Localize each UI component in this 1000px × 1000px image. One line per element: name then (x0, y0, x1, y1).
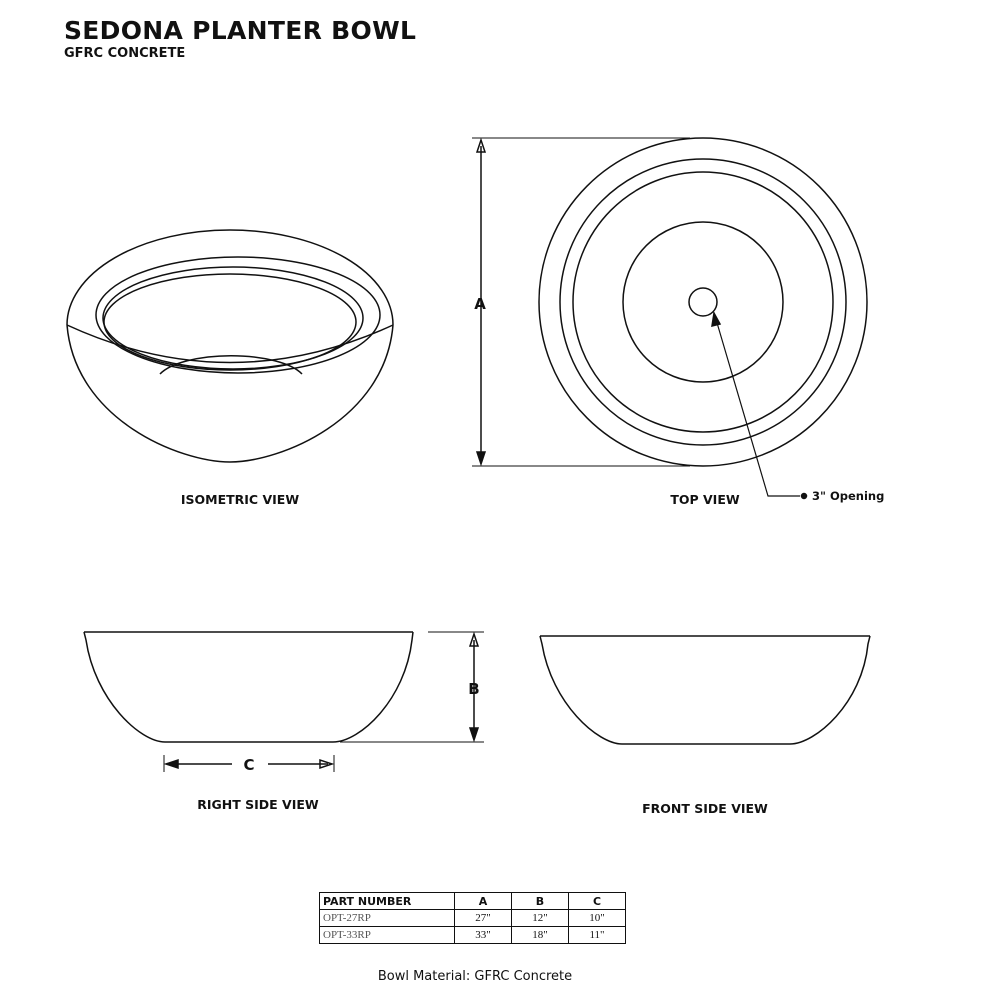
top-opening-circle (689, 288, 717, 316)
dim-a-label: A (474, 295, 486, 313)
label-right-side-view: RIGHT SIDE VIEW (197, 797, 319, 812)
dim-a-arrow-bottom (477, 452, 485, 464)
header-c: C (569, 893, 626, 910)
header-a: A (455, 893, 512, 910)
cell-a: 27" (455, 910, 512, 927)
dim-b-label: B (468, 680, 480, 698)
top-rim-circle (560, 159, 846, 445)
top-view (472, 138, 884, 507)
isometric-view (67, 230, 393, 507)
spec-table (319, 892, 626, 944)
page-subtitle: GFRC CONCRETE (64, 46, 186, 61)
cell-c: 11" (569, 927, 626, 944)
label-isometric-view: ISOMETRIC VIEW (180, 492, 300, 507)
page-title: SEDONA PLANTER BOWL (64, 16, 417, 45)
rsv-body (84, 632, 413, 742)
label-front-side-view: FRONT SIDE VIEW (642, 801, 768, 816)
dim-c-arrow-left (166, 760, 178, 768)
top-outer-circle (539, 138, 867, 466)
right-side-view (84, 632, 484, 812)
table-row (320, 927, 626, 944)
iso-outer-rim (67, 230, 393, 325)
cell-c: 10" (569, 910, 626, 927)
label-top-view: TOP VIEW (670, 492, 740, 507)
cell-part-number: OPT-27RP (320, 910, 455, 927)
top-bowl-circle (623, 222, 783, 382)
cell-b: 18" (512, 927, 569, 944)
cell-a: 33" (455, 927, 512, 944)
dim-c-label: C (243, 756, 255, 774)
iso-body (67, 325, 393, 462)
table-row (320, 910, 626, 927)
opening-leader-dot (802, 494, 807, 499)
top-lip-circle (573, 172, 833, 432)
fsv-body (540, 636, 870, 744)
header-b: B (512, 893, 569, 910)
cell-b: 12" (512, 910, 569, 927)
front-side-view (540, 636, 870, 816)
opening-leader-arrow (712, 313, 720, 326)
header-part-number: PART NUMBER (320, 893, 455, 910)
spec-table-header-row (320, 893, 626, 910)
opening-leader (715, 316, 800, 496)
material-note: Bowl Material: GFRC Concrete (377, 969, 573, 984)
cell-part-number: OPT-33RP (320, 927, 455, 944)
dim-b-arrow-bottom (470, 728, 478, 740)
opening-callout: 3" Opening (812, 489, 885, 503)
